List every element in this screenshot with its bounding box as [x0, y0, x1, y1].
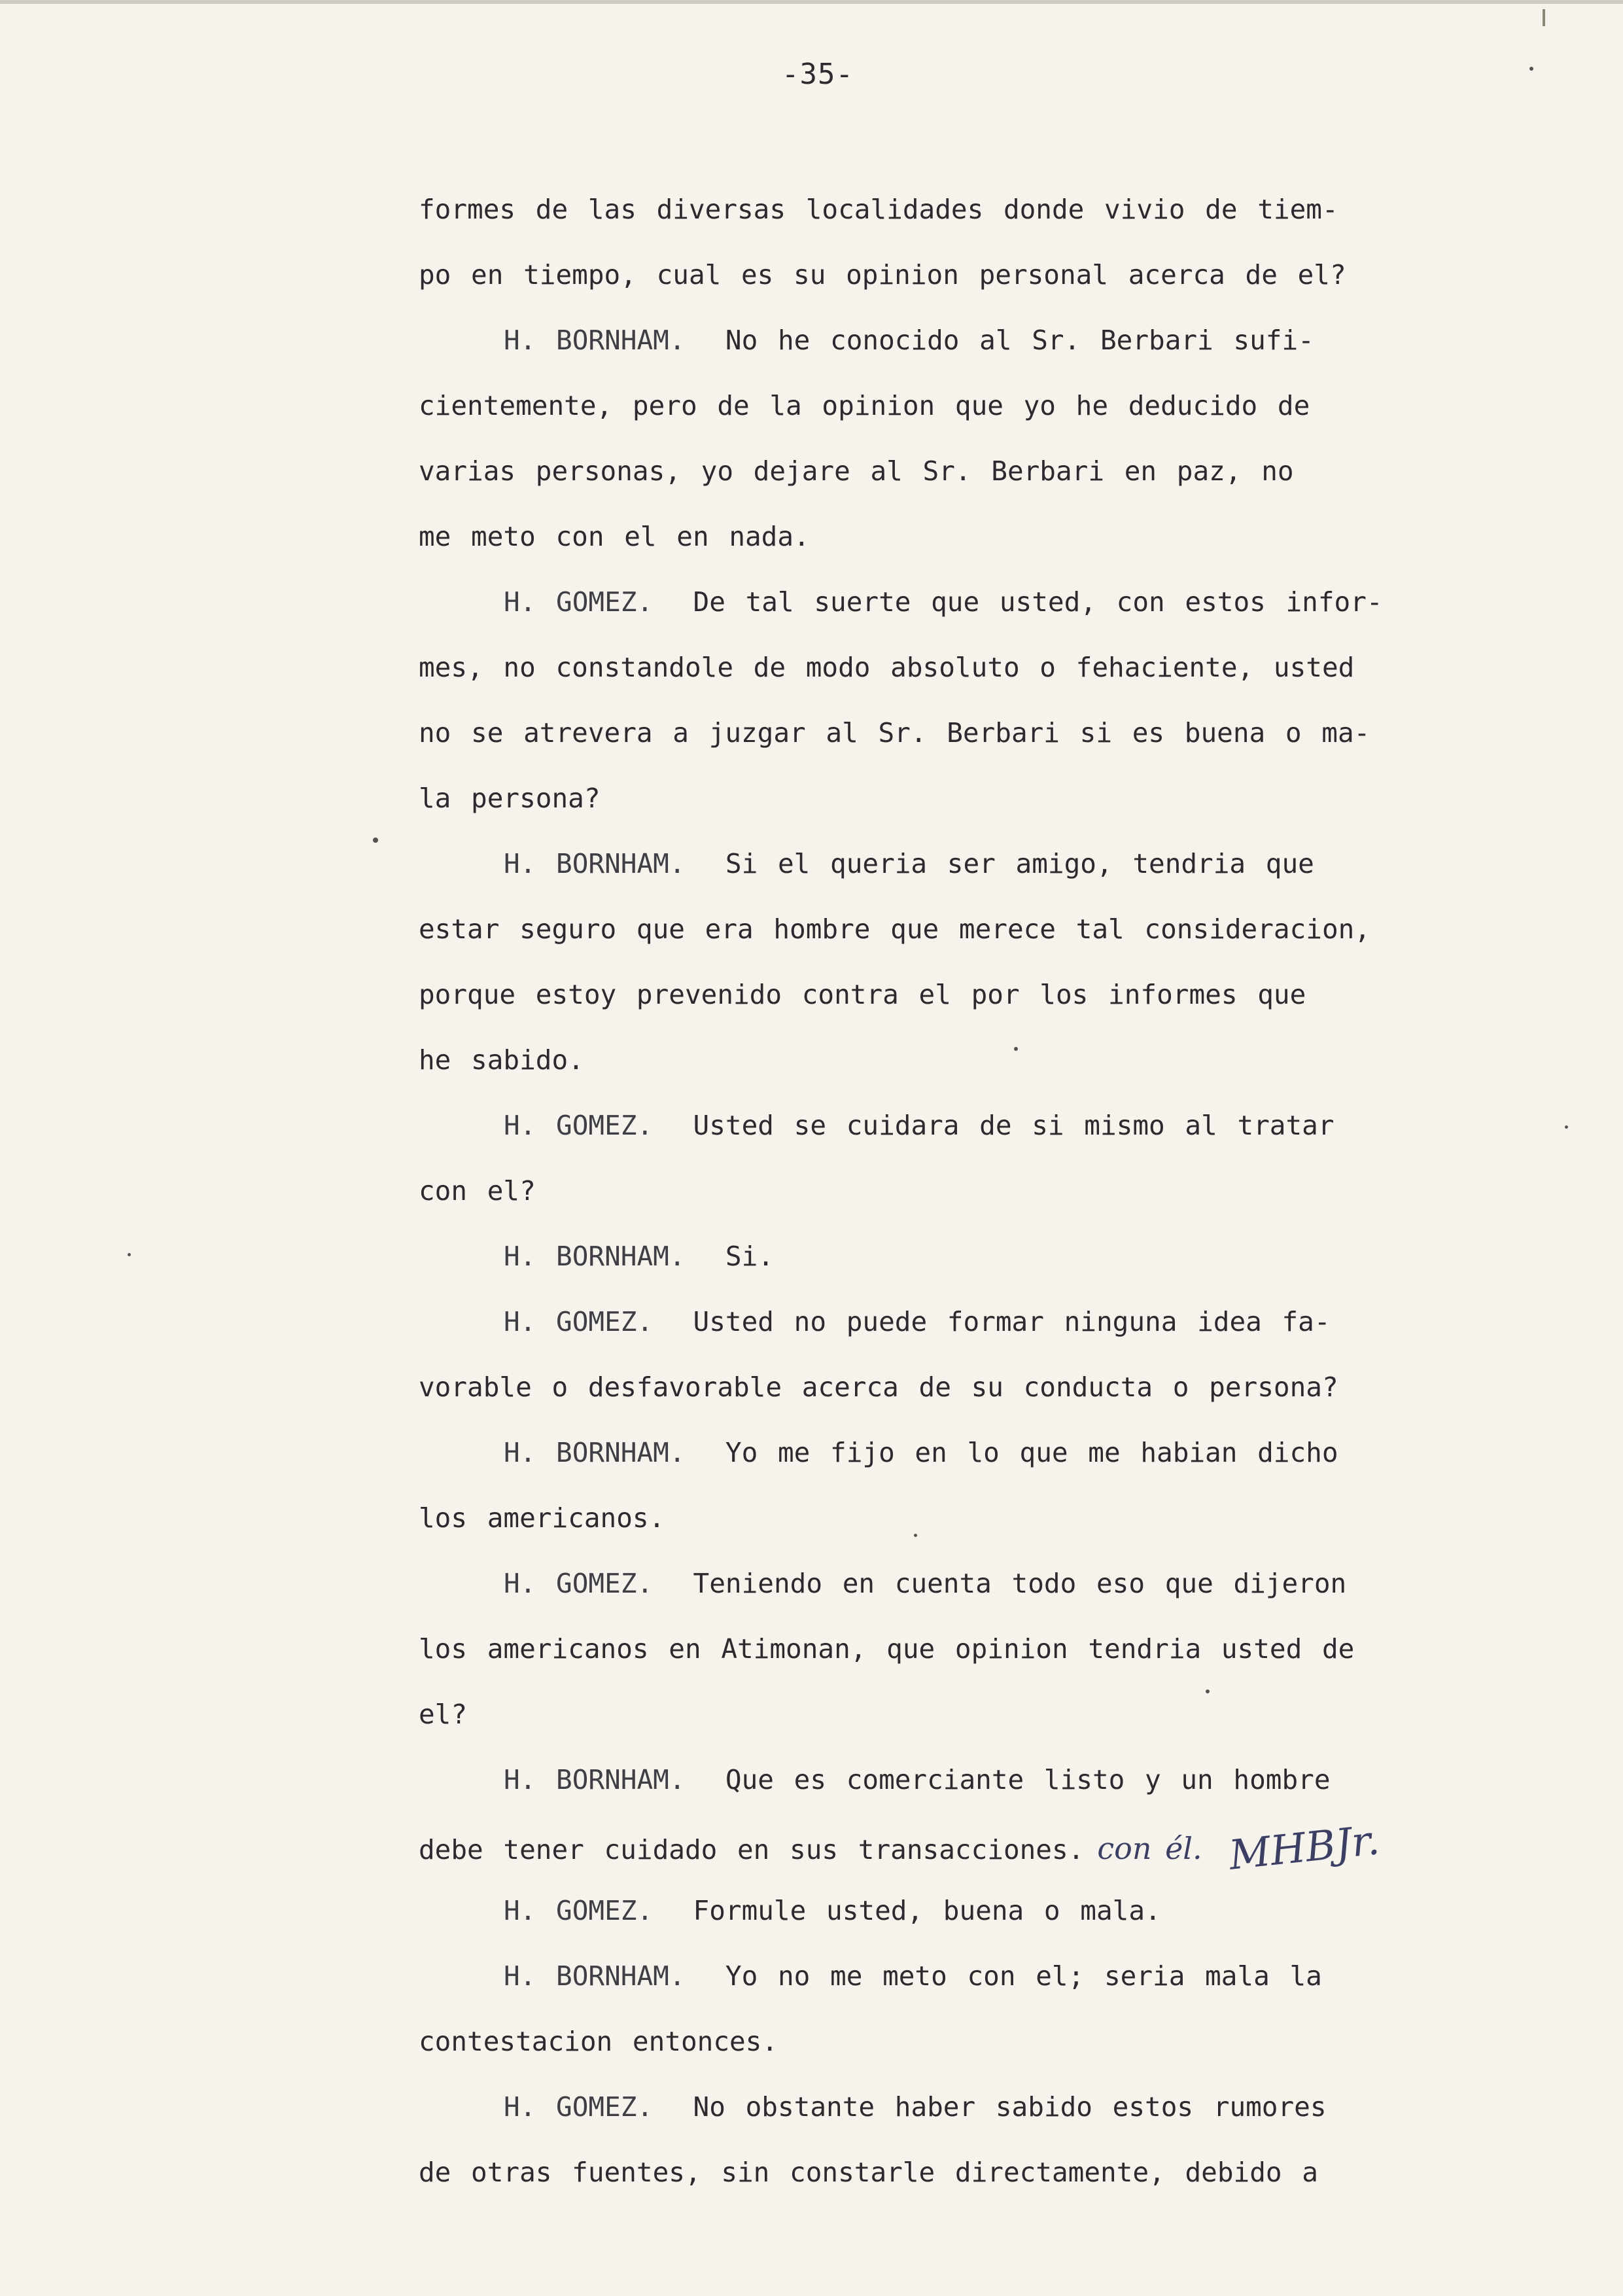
text-line-23 [419, 1616, 1400, 1682]
speaker-label: H. BORNHAM. [504, 1437, 686, 1468]
text-line-30 [419, 2074, 1400, 2140]
text-line-5 [419, 438, 1400, 504]
text-line-31 [419, 2140, 1400, 2205]
line-text: Formule usted, buena o mala. [693, 1895, 1161, 1926]
line-text: los americanos en Atimonan, que opinion tendria usted de [419, 1633, 1355, 1665]
top-right-tick [1543, 9, 1545, 26]
line-text: Teniendo en cuenta todo eso que dijeron [693, 1568, 1347, 1599]
line-text: contestacion entonces. [419, 2026, 778, 2057]
line-text: vorable o desfavorable acerca de su conducta o persona? [419, 1371, 1338, 1403]
paper-speck [1529, 67, 1533, 71]
speaker-label: H. BORNHAM. [504, 1960, 686, 1992]
speaker-label: H. GOMEZ. [504, 1110, 654, 1141]
text-line-11 [419, 831, 1400, 896]
text-line-27 [419, 1878, 1400, 1943]
line-text: con el? [419, 1175, 536, 1207]
line-text: he sabido. [419, 1044, 584, 1076]
text-line-16 [419, 1158, 1400, 1224]
text-line-17 [419, 1224, 1400, 1289]
line-text: me meto con el en nada. [419, 521, 810, 552]
text-line-28 [419, 1943, 1400, 2009]
speaker-label: H. GOMEZ. [504, 1895, 654, 1926]
line-text: po en tiempo, cual es su opinion personal acerca de el? [419, 259, 1346, 291]
paper-speck [373, 838, 378, 843]
text-line-20 [419, 1420, 1400, 1485]
speaker-label: H. GOMEZ. [504, 586, 654, 618]
paper-speck [1014, 1047, 1018, 1051]
speaker-label: H. BORNHAM. [504, 848, 686, 879]
line-text: de otras fuentes, sin constarle directamente, debido a [419, 2157, 1318, 2188]
line-text: Usted se cuidara de si mismo al tratar [693, 1110, 1335, 1141]
speaker-label: H. BORNHAM. [504, 325, 686, 356]
text-line-10 [419, 766, 1400, 831]
text-line-15 [419, 1093, 1400, 1158]
text-line-7 [419, 569, 1400, 635]
line-text: el? [419, 1699, 468, 1730]
handwritten-initials: MHBJr. [1226, 1816, 1382, 1879]
line-text: estar seguro que era hombre que merece tal consideracion, [419, 913, 1370, 945]
line-text: Si. [725, 1241, 774, 1272]
page-number: -35- [782, 58, 854, 91]
line-text: Yo no me meto con el; seria mala la [725, 1960, 1322, 1992]
text-line-6 [419, 504, 1400, 569]
line-text: no se atrevera a juzgar al Sr. Berbari si es buena o ma- [419, 717, 1370, 749]
text-line-25 [419, 1747, 1400, 1812]
text-line-12 [419, 896, 1400, 962]
line-text: Usted no puede formar ninguna idea fa- [693, 1306, 1331, 1337]
text-line-29 [419, 2009, 1400, 2074]
line-text: Si el queria ser amigo, tendria que [725, 848, 1314, 879]
line-text: porque estoy prevenido contra el por los informes que [419, 979, 1306, 1010]
top-edge-shadow [0, 0, 1623, 4]
paper-speck [1565, 1125, 1568, 1129]
line-text: De tal suerte que usted, con estos infor- [693, 586, 1383, 618]
text-line-22 [419, 1551, 1400, 1616]
paper-speck [128, 1253, 131, 1256]
text-line-24 [419, 1682, 1400, 1747]
text-line-8 [419, 635, 1400, 700]
text-line-26 [419, 1812, 1400, 1878]
line-text: formes de las diversas localidades donde vivio de tiem- [419, 194, 1338, 225]
speaker-label: H. BORNHAM. [504, 1241, 686, 1272]
line-text: Yo me fijo en lo que me habian dicho [725, 1437, 1338, 1468]
line-text: cientemente, pero de la opinion que yo he deducido de [419, 390, 1310, 421]
text-line-3 [419, 308, 1400, 373]
handwritten-insert: con él. [1097, 1831, 1202, 1866]
paper-speck [1206, 1689, 1210, 1693]
typed-body [419, 177, 1400, 2205]
paper-speck [914, 1534, 917, 1537]
text-line-21 [419, 1485, 1400, 1551]
speaker-label: H. GOMEZ. [504, 1306, 654, 1337]
text-line-13 [419, 962, 1400, 1027]
line-text: la persona? [419, 783, 601, 814]
text-line-2 [419, 242, 1400, 308]
line-text: No he conocido al Sr. Berbari sufi- [725, 325, 1314, 356]
text-line-14 [419, 1027, 1400, 1093]
text-line-1 [419, 177, 1400, 242]
line-text: debe tener cuidado en sus transacciones. [419, 1834, 1085, 1865]
speaker-label: H. GOMEZ. [504, 1568, 654, 1599]
text-line-18 [419, 1289, 1400, 1354]
line-text: Que es comerciante listo y un hombre [725, 1764, 1331, 1795]
line-text: los americanos. [419, 1502, 665, 1534]
line-text: No obstante haber sabido estos rumores [693, 2091, 1327, 2123]
line-text: varias personas, yo dejare al Sr. Berbari en paz, no [419, 455, 1294, 487]
text-line-4 [419, 373, 1400, 438]
line-text: mes, no constandole de modo absoluto o fehaciente, usted [419, 652, 1355, 683]
text-line-19 [419, 1354, 1400, 1420]
speaker-label: H. BORNHAM. [504, 1764, 686, 1795]
text-line-9 [419, 700, 1400, 766]
speaker-label: H. GOMEZ. [504, 2091, 654, 2123]
